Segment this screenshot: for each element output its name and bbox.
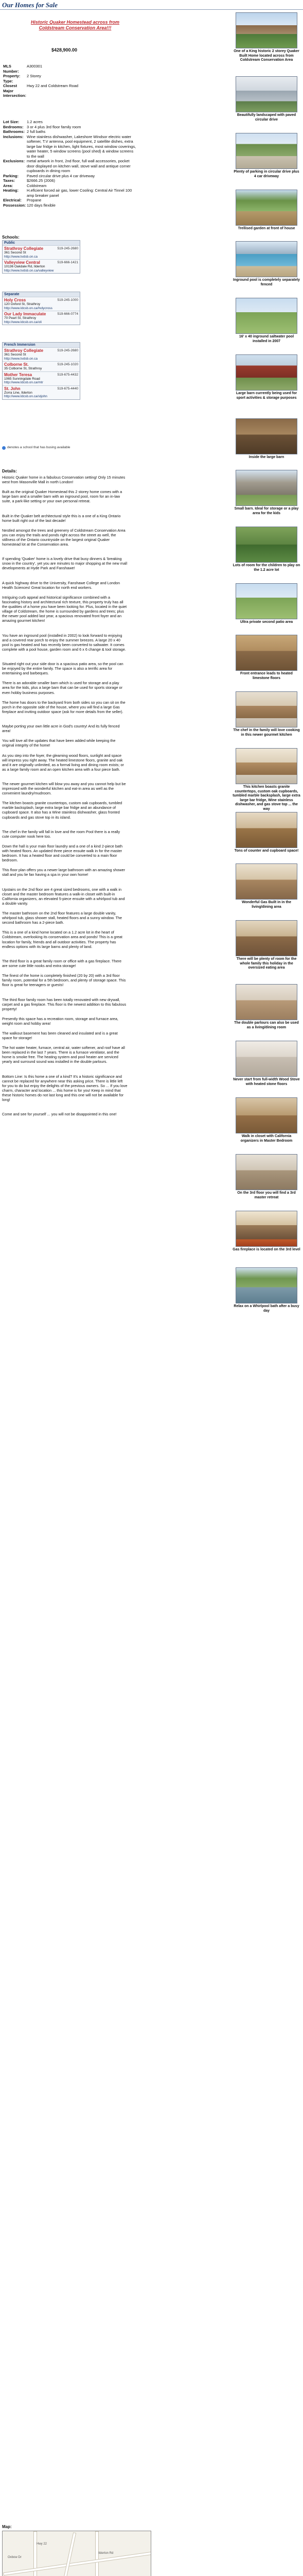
photo-caption: On the 3rd floor you will find a 3rd master retreat bbox=[237, 1191, 296, 1199]
details-paragraph: The chef in the family will fall in love and the room Pool there is a really cute computer nook here too. bbox=[2, 829, 120, 839]
listing-photo[interactable] bbox=[236, 1097, 297, 1133]
photo-caption: One of a King historic 2 storey Quaker Built Home located across from Coldstream Conservation Area bbox=[234, 49, 299, 62]
photo-caption: Lots of room for the children to play on the 1.2 acre lot bbox=[233, 564, 300, 572]
fact-label: Parking: bbox=[3, 173, 19, 178]
fact-row bbox=[3, 125, 137, 130]
listing-photo[interactable] bbox=[236, 863, 297, 900]
photo-caption: Walk in closet with California organizers in Master Bedroom bbox=[240, 1134, 293, 1143]
school-address: 1065 Sunningdale Road bbox=[4, 377, 40, 381]
details-paragraph: A quick highway drive to the University, Fanshawe College and London Health Sciences! Great location for north end workers. bbox=[2, 580, 120, 590]
school-url[interactable]: http://www.tvdsb.on.ca bbox=[4, 255, 38, 259]
fact-row bbox=[3, 120, 137, 125]
map-title: Map: bbox=[2, 2524, 12, 2529]
school-entry[interactable] bbox=[3, 361, 80, 371]
photo-caption: Ultra private second patio area bbox=[240, 620, 293, 624]
fact-row bbox=[3, 83, 137, 98]
photo-caption: 16' x 40 inground saltwater pool installed in 2007 bbox=[239, 335, 294, 343]
fact-value: H.eflcient forced air gas, lower Cooling: Central Air Tinnel 100 amp breaker panel bbox=[27, 188, 132, 198]
fact-value: Paved circular drive plus 4 car driveway bbox=[27, 173, 95, 178]
school-entry[interactable] bbox=[3, 245, 80, 259]
fact-label: Area: bbox=[3, 183, 13, 188]
fact-label: MLS Number: bbox=[3, 64, 19, 74]
details-paragraph: Come and see for yourself ... you will not be disappointed in this one! bbox=[2, 1112, 117, 1117]
listing-photo[interactable] bbox=[236, 470, 297, 506]
fact-label: Electrical: bbox=[3, 198, 22, 202]
fact-value: 2 full baths bbox=[27, 129, 46, 134]
fact-row bbox=[3, 198, 137, 203]
fact-row bbox=[3, 159, 137, 174]
listing-photo[interactable] bbox=[236, 190, 297, 226]
school-name[interactable]: Mother Teresa bbox=[4, 372, 32, 377]
photo-caption: Small barn. Ideal for storage or a play area for the kids bbox=[234, 507, 299, 515]
school-address: 70 Pearl St, Strathroy bbox=[4, 316, 37, 320]
details-paragraph: The home has doors to the backyard from both sides so you can sit on the porch in the opposite side of the house, where you will find a large Gas fireplace and inviting outdoor space (ask for more details from the seller). bbox=[2, 700, 126, 714]
details-paragraph: Built as the original Quaker Homestead this 2 storey home comes with a large barn and a smaller barn with an inground pool, room for an in-law suite, a park-like setting or your own personal retreat. bbox=[2, 489, 122, 504]
photo-caption: Plenty of parking in circular drive plus 4 car driveway bbox=[234, 170, 299, 178]
school-entry[interactable] bbox=[3, 297, 80, 311]
listing-photo[interactable] bbox=[236, 527, 297, 563]
fact-label: Bedrooms: bbox=[3, 124, 24, 129]
listing-photo[interactable] bbox=[236, 984, 297, 1020]
photo-caption: The double parlours can also be used as a living/dining room bbox=[234, 1021, 299, 1029]
fact-row bbox=[3, 203, 137, 208]
listing-photo[interactable] bbox=[236, 133, 297, 169]
details-paragraph: Historic Quaker home in a fabulous Conservation setting! Only 15 minutes west from Masonville Mall in north London! bbox=[2, 475, 126, 485]
school-url[interactable]: http://www.ldcsb.on.ca/stjohn bbox=[4, 395, 47, 398]
details-paragraph: The newer gourmet kitchen will blow you away and you cannot help but be impressed with the wonderful kitchen and eat-in area as well as the convenient laundry/mudroom. bbox=[2, 782, 126, 796]
photo-caption: Relax on a Whirlpool bath after a busy day bbox=[234, 1304, 299, 1313]
fact-value: metal artwork in front, 2nd floor, full wall accessories, pocket door displayed on kitchen wall, stove wall and antique corner cupboards in dining room bbox=[27, 159, 131, 173]
header-divider bbox=[0, 9, 303, 10]
listing-photo[interactable] bbox=[236, 1154, 297, 1190]
school-entry[interactable] bbox=[3, 385, 80, 399]
schools-title: Schools: bbox=[2, 235, 20, 240]
details-paragraph: The walkout basement has been cleaned and insulated and is a great space for storage! bbox=[2, 1031, 118, 1041]
school-group bbox=[2, 240, 80, 274]
listing-photo[interactable] bbox=[236, 1041, 297, 1077]
school-address: 361 Second St bbox=[4, 353, 26, 357]
details-paragraph: If spending 'Quaker' home is a lovely drive that busy dinners & 'breaking snow in the country', yet you are minutes to major shopping at the new mall developments at Hyde Park and Fanshawe! bbox=[2, 556, 128, 571]
listing-photo[interactable] bbox=[236, 635, 297, 671]
photo-caption: Front entrance leads to heated limestone floors bbox=[240, 672, 293, 680]
fact-row bbox=[3, 64, 137, 74]
map-road-label: Hwy 22 bbox=[37, 2543, 47, 2546]
school-group-heading: French Immersion bbox=[3, 343, 80, 347]
listing-photo[interactable] bbox=[236, 1211, 297, 1247]
school-name[interactable]: Colborne St. bbox=[4, 362, 29, 367]
listing-facts-primary bbox=[3, 64, 137, 98]
details-paragraph: This floor plan offers you a newer large bathroom with an amazing shower stall and you lie fan having a spa in your own home! bbox=[2, 868, 126, 877]
location-map[interactable] bbox=[2, 2531, 151, 2576]
photo-caption: Inside the large barn bbox=[248, 455, 284, 459]
photo-caption: This kitchen boasts granite countertops, custom oak cupboards, tumbled marble backsplash, large extra large bar fridge, Wine stainless dishwasher, and gas stove top ... the way bbox=[233, 785, 300, 811]
listing-photo[interactable] bbox=[236, 920, 297, 956]
fact-row bbox=[3, 74, 137, 79]
fact-value bbox=[27, 79, 137, 84]
school-url[interactable]: http://www.tvdsb.on.ca/valleyview bbox=[4, 268, 54, 273]
fact-label: Type: bbox=[3, 78, 13, 83]
school-entry[interactable] bbox=[3, 259, 80, 273]
school-phone: 519-675-4432 bbox=[57, 372, 78, 377]
fact-value: A300301 bbox=[27, 64, 43, 69]
map-road-label: Oxbow Dr bbox=[8, 2556, 22, 2559]
fact-label: Possession: bbox=[3, 202, 26, 208]
school-group-heading: Public bbox=[3, 241, 80, 245]
fact-label: Lot Size: bbox=[3, 120, 20, 124]
listing-photo[interactable] bbox=[236, 12, 297, 48]
school-phone: 519-245-2680 bbox=[57, 247, 78, 250]
photo-caption: Wonderful Gas Built in in the living/dining area bbox=[242, 901, 291, 909]
school-address: Zorra Line, Ilderton bbox=[4, 391, 32, 395]
details-paragraph: Down the hall is your main floor laundry and a one of a kind 2-piece bath with heated floors. An updated three piece ensuite walk in for the master bedroom. It has a heated floor and could be converted to a main floor bedroom. bbox=[2, 844, 123, 863]
school-phone: 519-245-1000 bbox=[57, 298, 78, 302]
photo-caption: Tons of counter and cupboard space! bbox=[234, 849, 299, 853]
school-group bbox=[2, 342, 80, 400]
listing-photo[interactable] bbox=[236, 354, 297, 391]
details-paragraph: The master bathroom on the 2nd floor features a large double vanity, whirlpool tub, glass shower stall, heated floors and a sunny window. The second bathroom has a 2-piece bath. bbox=[2, 911, 122, 925]
photo-caption: Trellised garden at front of house bbox=[238, 227, 295, 230]
fact-row bbox=[3, 178, 137, 183]
photo-caption: Beautifully landscaped with paved circular drive bbox=[237, 113, 296, 122]
details-paragraph: The third floor family room has been totally renovated with new drywall, carpet and a gas fireplace. This floor is the newest addition to this fabulous property! bbox=[2, 997, 127, 1011]
details-paragraph: The hot water heater, furnace, central air, water softener, and roof have all been replaced in the last 7 years. There is a furnace ventilator, and the home is smoke free. The heating system and pool heater are serviced yearly and surround sound was installed in the double parlours. bbox=[2, 1045, 125, 1064]
details-paragraph: Presently this space has a recreation room, storage and furnace area, weight room and hobby area! bbox=[2, 1016, 118, 1026]
fact-label: Exclusions: bbox=[3, 159, 25, 163]
details-paragraph: This is a one of a kind home located on a 1.2 acre lot in the heart of Coldstream, overlooking its conservation area and ponds! This is a great location for family, friends and all outdoor activities. The property has endless options with its large barns and plenty of land. bbox=[2, 930, 122, 949]
listing-photo[interactable] bbox=[236, 748, 297, 784]
photo-caption: Inground pool is completely separately fenced bbox=[233, 278, 300, 286]
listing-headline: Historic Quaker Homestead across from Coldstream Conservation Area!!! bbox=[30, 20, 120, 30]
school-name[interactable]: Valleyview Central bbox=[4, 260, 40, 265]
fact-value: Coldstream bbox=[27, 183, 47, 188]
listing-facts-secondary bbox=[3, 120, 137, 208]
listing-photo[interactable] bbox=[236, 76, 297, 112]
school-address: 35 Colborne St, Strathroy bbox=[4, 367, 42, 370]
fact-value: Hwy 22 and Coldstream Road bbox=[27, 83, 79, 88]
photo-caption: Large barn currently being used for sport activities & storage purposes bbox=[236, 392, 297, 400]
details-paragraph: You have an inground pool (installed in 2002) to look forward to enjoying and a covered rear porch to enjoy the summer breezes. A large 20 x 40 pool is gas heated and has recently been converted to saltwater. It comes complete with a pool house, garden room and 6 x 6 change & tool storage. bbox=[2, 633, 126, 652]
school-name[interactable]: Holy Cross bbox=[4, 298, 26, 302]
details-paragraph: There is an adorable smaller barn which is used for storage and a play area for the kids, plus a large barn that can be used for sports storage or even hobby business purposes. bbox=[2, 681, 123, 695]
fact-value: 2 Storey bbox=[27, 74, 41, 78]
photo-caption: Never start from full-width Wood Stove with heated stone floors bbox=[233, 1078, 300, 1086]
fact-label: Inclusions: bbox=[3, 134, 24, 139]
school-address: 10136 Oakdale Rd, Ilderton bbox=[4, 265, 45, 268]
fact-row bbox=[3, 134, 137, 159]
site-title: Our Homes for Sale bbox=[2, 1, 58, 9]
school-phone: 519-666-0774 bbox=[57, 312, 78, 316]
listing-photo[interactable] bbox=[236, 691, 297, 727]
school-group-heading: Separate bbox=[3, 292, 80, 297]
fact-row bbox=[3, 174, 137, 179]
details-paragraph: Upstairs on the 2nd floor are 4 great sized bedrooms, one with a walk in closet and the master bedroom features a walk-in closet with built-in California organizers, an elevated 5-piece ensuite with a whirlpool tub and a double vanity. bbox=[2, 887, 125, 906]
school-entry[interactable] bbox=[3, 371, 80, 385]
details-paragraph: Nestled amongst the trees and greenery of Coldstream Conservation Area you can enjoy the trails and ponds right across the street as well, the stillness of the Ontario countryside on the largest original Quaker homestead lot at the Conservation area. bbox=[2, 528, 126, 547]
school-url[interactable]: http://www.ldcsb.on.ca/oli bbox=[4, 320, 42, 324]
listing-price: $428,900.00 bbox=[51, 47, 78, 53]
fact-value: 120 days flexible bbox=[27, 202, 56, 208]
school-name[interactable]: Our Lady Immaculate bbox=[4, 312, 46, 316]
fact-value: Wine stainless dishwasher, Lakeshore Windsor electric water softener, T.V antenna, pool equipment, 2 satellite dishes, extra large bar fridge in kitchen, light fixtures, most window coverings, water heater, 5 window screens (pool shed) & window screens to the wall bbox=[27, 134, 136, 159]
details-paragraph: The finest of the home is completely finished (20 by 20) with a 3rd floor family room, potential for a 5th bedroom, and plenty of storage space. This floor is great for teenagers or guests! bbox=[2, 973, 126, 988]
school-phone: 519-666-1421 bbox=[57, 261, 78, 264]
school-name[interactable]: Strathroy Collegiate bbox=[4, 348, 44, 353]
details-paragraph: As you step into the foyer, the gleaming wood floors, sunlight and space will impress you right away. The heated limestone floors, granite and oak and it are originally unlimited, as a formal living and dining room exists; or as a large family room and an open kitchen area with a four piece bath. bbox=[2, 753, 124, 772]
fact-row bbox=[3, 188, 137, 198]
fact-label: Property: bbox=[3, 74, 21, 78]
fact-value: 1.2 acres bbox=[27, 120, 43, 124]
fact-label: Bathrooms: bbox=[3, 129, 25, 134]
photo-caption: There will be plenty of room for the whole family this holiday in the oversized eating area bbox=[236, 957, 297, 970]
fact-value: 3 or 4 plus 3rd floor family room bbox=[27, 124, 81, 129]
fact-row bbox=[3, 129, 137, 134]
bus-note: denotes a school that has busing available bbox=[7, 446, 70, 449]
fact-value: Propane bbox=[27, 198, 42, 202]
details-paragraph: The third floor is a great family room or office with a gas fireplace. There are some cute little nooks and extra storage! bbox=[2, 958, 122, 968]
school-entry[interactable] bbox=[3, 311, 80, 325]
school-group bbox=[2, 292, 80, 325]
listing-photo[interactable] bbox=[236, 298, 297, 334]
details-paragraph: Situated right out your side door is a spacious patio area, so the pool can be enjoyed by the entire family. The space is also a terrific area for entertaining and barbeques. bbox=[2, 662, 123, 676]
listing-photo[interactable] bbox=[236, 241, 297, 277]
details-paragraph: Built in the Quaker belt architectural style this is a one of a King Ontario home built right out of the last decade! bbox=[2, 513, 121, 523]
fact-label: Heating: bbox=[3, 188, 19, 193]
school-phone: 519-245-1020 bbox=[57, 363, 78, 366]
photo-caption: Gas fireplace is located on the 3rd level bbox=[233, 1248, 300, 1251]
school-entry[interactable] bbox=[3, 347, 80, 361]
details-paragraph: The kitchen boasts granite countertops, custom oak cupboards, tumbled marble backsplash, large extra large bar fridge and an abundance of cupboard space. It also has a Wine stainless dishwasher, glass fronted cupboards and gas stove top in its island. bbox=[2, 801, 122, 820]
listing-photo[interactable] bbox=[236, 418, 297, 454]
school-name[interactable]: St. John bbox=[4, 386, 21, 391]
fact-label: Taxes: bbox=[3, 178, 15, 183]
school-name[interactable]: Strathroy Collegiate bbox=[4, 246, 44, 251]
listing-photo[interactable] bbox=[236, 1267, 297, 1303]
details-title: Details: bbox=[2, 469, 17, 473]
photo-caption: The chef in the family will love cooking in this newer gourmet kitchen bbox=[233, 728, 300, 737]
school-url[interactable]: http://www.ldcsb.on.ca/mtr bbox=[4, 381, 43, 384]
listing-photo[interactable] bbox=[236, 583, 297, 619]
school-url[interactable]: http://www.ldcsb.on.ca/holycross bbox=[4, 306, 52, 310]
map-road bbox=[45, 2532, 76, 2576]
details-paragraph: Maybe porting your own little acre in God's country! And its fully fenced area! bbox=[2, 724, 120, 734]
fact-label: Closest Major Intersection: bbox=[3, 83, 27, 98]
details-paragraph: Intriguing curb appeal and historical significance combined with a fascinating history and architectural rich texture, this property truly has all the qualities of a home you have been looking for. Plus, located in the quiet village of Coldstream, the home is surrounded by gardens and trees; plus the newer pool added last year, a spacious renovated front foyer and an amazing gourmet kitchen! bbox=[2, 595, 127, 623]
fact-row bbox=[3, 79, 137, 84]
map-road bbox=[3, 2552, 151, 2576]
school-url[interactable]: http://www.tvdsb.on.ca bbox=[4, 357, 38, 361]
details-paragraph: Bottom Line: Is this home a one of a kind? It's a historic significance and cannot be replaced for anywhere near this asking price. There is little left for you to do but enjoy the delights of the previous owners. So ... If you love charm, character and location ... this home is for you! Keep in mind that these historic homes do not last long and this one will not be available for long! bbox=[2, 1074, 128, 1103]
fact-value: $2666.25 (2006) bbox=[27, 178, 56, 183]
school-address: 120 Oxford St, Strathroy bbox=[4, 302, 41, 306]
school-phone: 519-675-4440 bbox=[57, 386, 78, 391]
details-paragraph: You will love all the updates that have been added while keeping the original integrity of the home! bbox=[2, 738, 116, 748]
listing-photo[interactable] bbox=[236, 812, 297, 848]
school-address: 361 Second St bbox=[4, 251, 26, 255]
map-road-label: Ilderton Rd bbox=[98, 2552, 114, 2555]
school-phone: 519-245-2680 bbox=[57, 349, 78, 352]
fact-row bbox=[3, 183, 137, 189]
bus-icon bbox=[2, 446, 6, 450]
